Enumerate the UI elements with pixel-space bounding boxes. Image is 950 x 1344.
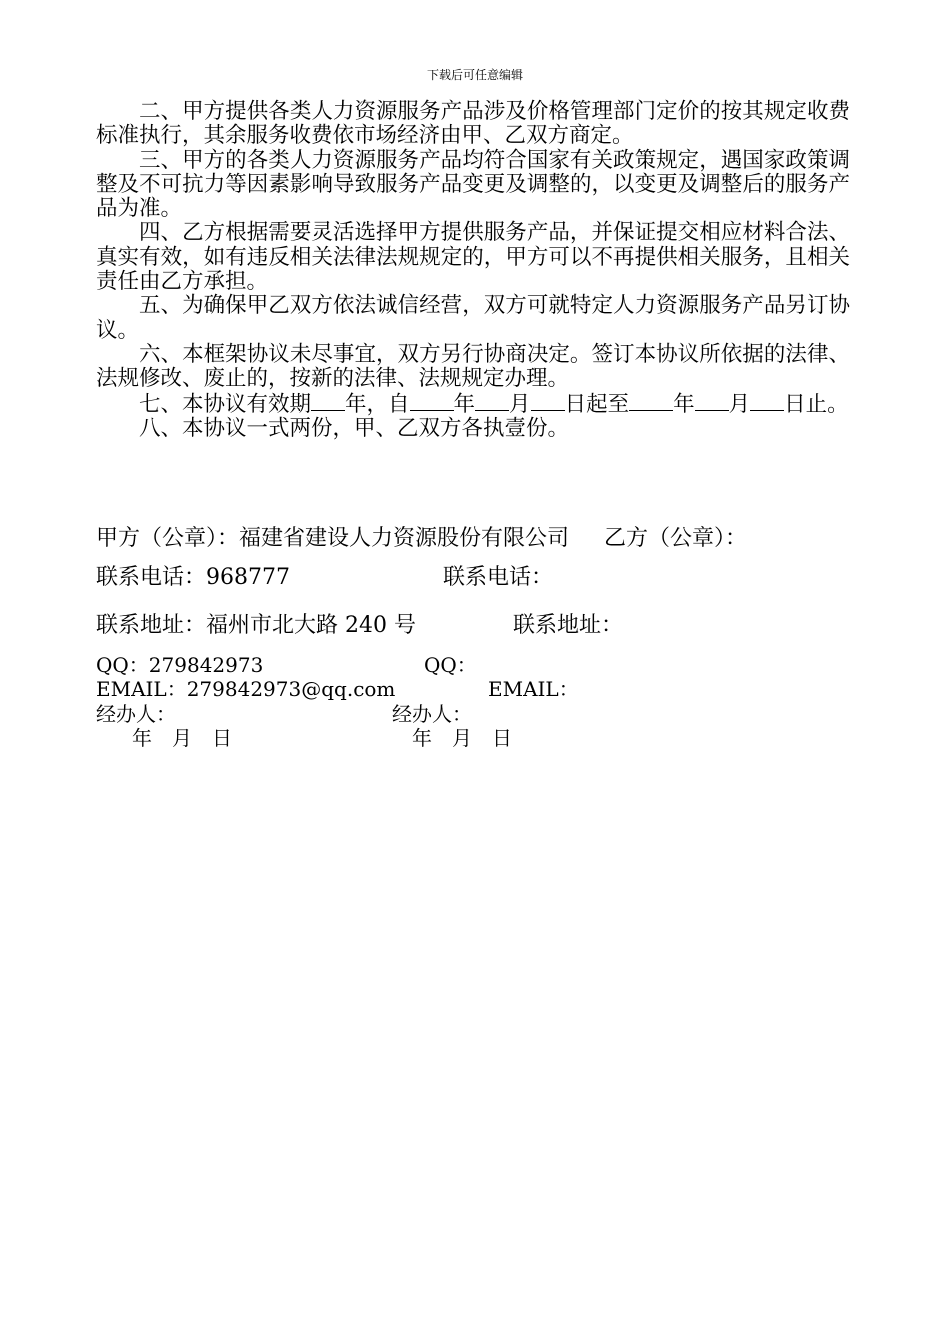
blank-end-month (695, 392, 729, 411)
clause-4: 四、乙方根据需要灵活选择甲方提供服务产品，并保证提交相应材料合法、真实有效，如有违反相关法律法规规定的，甲方可以不再提供相关服务，且相关责任由乙方承担。 (96, 220, 850, 295)
blank-years (311, 392, 345, 411)
party-a-label: 甲方（公章）：福建省建设人力资源股份有限公司 (96, 526, 570, 551)
party-a-date: 年 月 日 (132, 726, 232, 750)
party-a-address: 联系地址：福州市北大路 240 号 (96, 613, 416, 638)
party-a-qq: QQ：279842973 (96, 653, 264, 677)
party-a-phone: 联系电话：968777 (96, 565, 290, 590)
blank-start-day (531, 392, 565, 411)
blank-start-month (475, 392, 509, 411)
party-b-address: 联系地址： (513, 613, 624, 638)
clause-8: 八、本协议一式两份，甲、乙双方各执壹份。 (139, 415, 570, 441)
party-b-phone: 联系电话： (443, 565, 554, 590)
party-b-email: EMAIL： (488, 677, 579, 701)
blank-start-year (410, 392, 454, 411)
clause-3: 三、甲方的各类人力资源服务产品均符合国家有关政策规定，遇国家政策调整及不可抗力等因素影响导致服务产品变更及调整的，以变更及调整后的服务产品为准。 (96, 147, 850, 222)
blank-end-year (629, 392, 673, 411)
blank-end-day (750, 392, 784, 411)
clause-7: 七、本协议有效期 年，自 年 月 日起至 年 月 日止。 (139, 391, 849, 417)
party-a-email: EMAIL：279842973@qq.com (96, 677, 396, 701)
clause-5: 五、为确保甲乙双方依法诚信经营，双方可就特定人力资源服务产品另订协议。 (96, 293, 850, 343)
party-b-label: 乙方（公章）： (604, 526, 748, 551)
clause-6: 六、本框架协议未尽事宜，双方另行协商决定。签订本协议所依据的法律、法规修改、废止的，按新的法律、法规规定办理。 (96, 341, 850, 392)
party-a-agent: 经办人： (96, 702, 176, 726)
party-b-agent: 经办人： (392, 702, 472, 726)
party-b-qq: QQ： (424, 653, 477, 677)
agreement-clauses (96, 100, 850, 441)
party-b-date: 年 月 日 (412, 726, 512, 750)
page-header-note: 下载后可任意编辑 (426, 68, 523, 82)
clause-2: 二、甲方提供各类人力资源服务产品涉及价格管理部门定价的按其规定收费标准执行，其余服务收费依市场经济由甲、乙双方商定。 (96, 99, 850, 149)
